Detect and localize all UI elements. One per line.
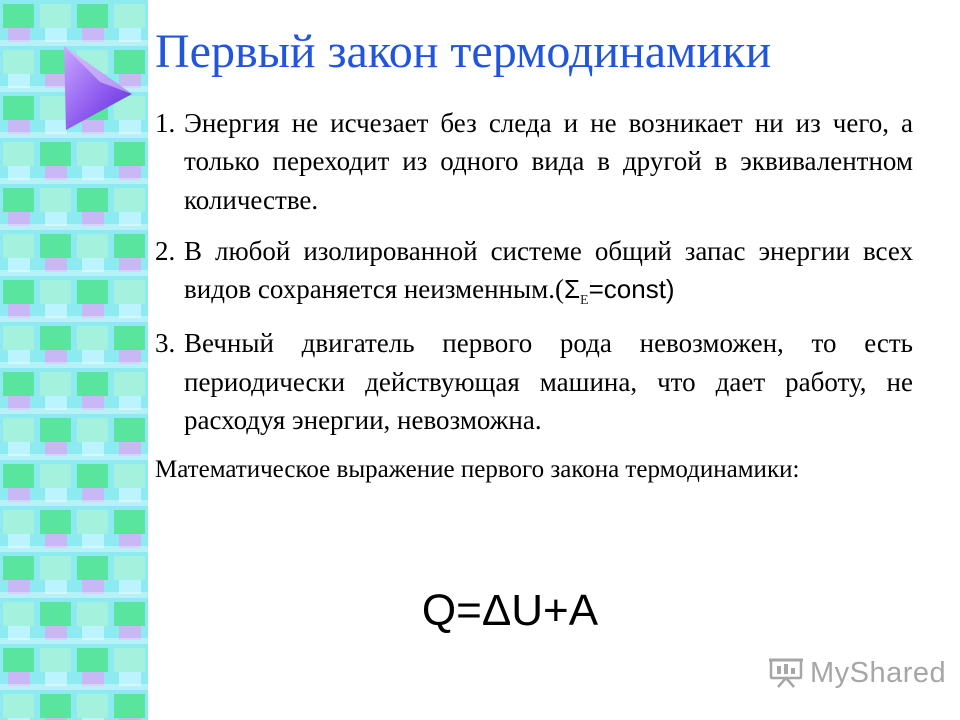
slide-content [155, 104, 913, 487]
watermark-text [810, 657, 946, 690]
item-number: 3. [155, 328, 176, 359]
presentation-board-icon [768, 657, 804, 689]
triangle-icon [60, 42, 136, 134]
formula-rest: =const) [588, 274, 675, 305]
watermark-text-main: MySha [810, 656, 903, 689]
list-item [155, 232, 913, 311]
item-number: 1. [155, 108, 176, 138]
page-title: Первый закон термодинамики [155, 25, 772, 78]
watermark-text-end: red [902, 656, 947, 689]
first-law-equation: Q=ΔU+A [421, 586, 599, 635]
formula-subscript: E [580, 293, 589, 309]
item-text: Энергия не исчезает без следа и не возникает ни из чего, а только переходит из одного вида в другой в эквивалентном количестве. [184, 108, 913, 215]
list-item [155, 324, 913, 439]
item-text: Вечный двигатель первого рода невозможен, то есть периодически действующая машина, что дает работу, не расходуя энергии, невозможна. [184, 328, 913, 436]
inline-formula [563, 274, 675, 309]
sigma-symbol: Σ [563, 274, 581, 305]
math-intro: Математическое выражение первого закона термодинамики: [155, 456, 800, 484]
item-text: В любой изолированной системе общий запас энергии всех видов сохраняется неизменным.( [184, 235, 913, 305]
item-number: 2. [155, 235, 176, 266]
watermark-logo [768, 656, 946, 690]
list-item [155, 104, 913, 219]
